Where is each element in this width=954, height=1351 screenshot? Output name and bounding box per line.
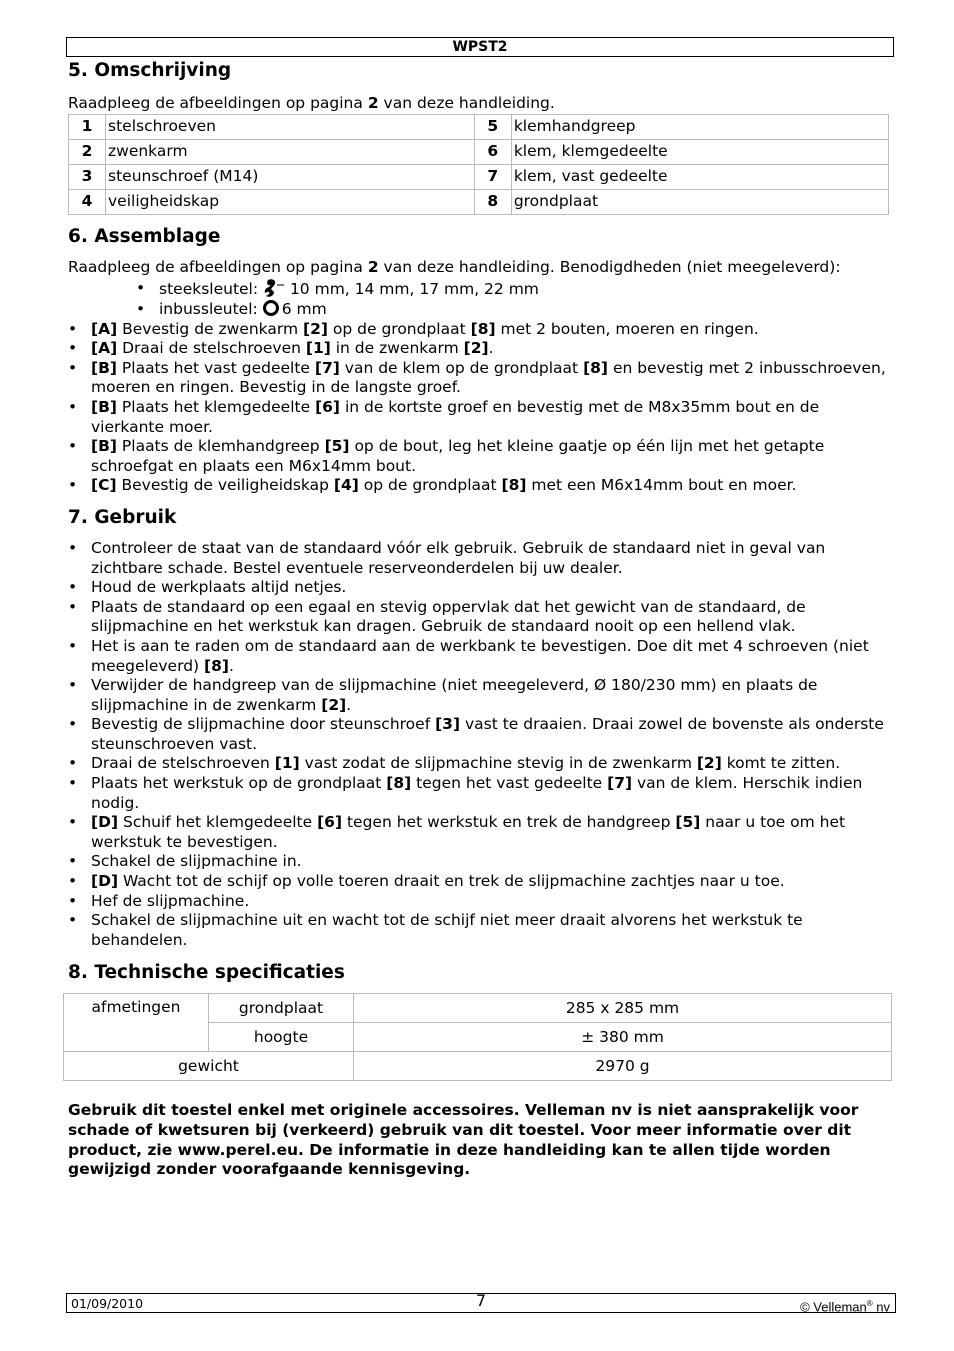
bold-ref: [4] (333, 476, 359, 495)
part-label: klem, vast gedeelte (511, 165, 888, 190)
text-run: Schakel de slijpmachine in. (91, 852, 302, 871)
text-run: Bevestig de veiligheidskap (116, 476, 334, 495)
section-8-title: 8. Technische specificaties (68, 962, 345, 984)
bold-ref: [2] (303, 319, 328, 338)
table-row (69, 165, 889, 190)
usage-item (68, 892, 890, 912)
part-number: 8 (474, 190, 511, 215)
assembly-step (68, 339, 890, 359)
text-run: . (346, 695, 352, 714)
usage-item (68, 637, 890, 676)
usage-item (68, 813, 890, 852)
usage-item (68, 911, 890, 950)
footer-copyright: © Velleman® nv (800, 1299, 890, 1315)
assembly-step (68, 398, 890, 437)
bold-ref: [8] (204, 656, 229, 675)
table-row (69, 140, 889, 165)
bold-ref: [D] (91, 872, 119, 891)
bold-ref: [5] (675, 813, 701, 832)
table-row (69, 190, 889, 215)
page-content (68, 58, 890, 986)
text-run: in de zwenkarm (330, 339, 464, 358)
spec-sub-label: hoogte (209, 1023, 354, 1052)
spec-value: ± 380 mm (354, 1023, 892, 1052)
part-number: 5 (474, 115, 511, 140)
assembly-step (68, 320, 890, 340)
model-code: WPST2 (452, 39, 508, 55)
text-run: Hef de slijpmachine. (91, 891, 250, 910)
usage-item (68, 539, 890, 578)
bold-ref: [A] (91, 339, 118, 358)
text-run: van deze handleiding. Benodigdheden (niet meegeleverd): (378, 258, 841, 276)
part-number: 4 (69, 190, 106, 215)
open-spanner-icon (263, 278, 285, 298)
usage-item (68, 774, 890, 813)
usage-item (68, 754, 890, 774)
spec-table (63, 993, 892, 1081)
usage-item (68, 578, 890, 598)
text-run: Plaats het werkstuk op de grondplaat (91, 774, 387, 793)
bold-ref: [2] (463, 339, 489, 358)
bold-ref: [B] (91, 437, 117, 456)
text-run: Plaats het klemgedeelte (116, 397, 316, 416)
bold-ref: [6] (317, 813, 343, 832)
bold-ref: [7] (314, 358, 340, 377)
usage-item (68, 715, 890, 754)
bold-ref: [8] (583, 358, 609, 377)
text-run: Bevestig de slijpmachine door steunschroef (91, 715, 436, 734)
section-5-title: 5. Omschrijving (68, 60, 232, 81)
bold-ref: [5] (324, 437, 350, 456)
part-number: 3 (69, 165, 106, 190)
text-run: op de grondplaat (358, 476, 502, 495)
part-label: klem, klemgedeelte (511, 140, 888, 165)
part-label: steunschroef (M14) (106, 165, 475, 190)
text-run: naar u toe om het werkstuk te bevestigen. (91, 813, 846, 851)
text-run: Het is aan te raden om de standaard aan de werkbank te bevestigen. Doe dit met 4 schroeven (niet meegeleverd) (91, 636, 869, 675)
usage-list (68, 539, 890, 950)
text-run: Plaats de standaard op een egaal en stevig oppervlak dat het gewicht van de standaard, de slijpmachine en het werkstuk kan dragen. Gebruik de standaard nooit op een hellend vlak. (91, 597, 806, 636)
text-run: Draai de stelschroeven (91, 754, 275, 773)
spec-weight-value: 2970 g (354, 1052, 892, 1081)
assembly-steps (68, 320, 890, 496)
table-row (69, 115, 889, 140)
bold-ref: 2 (367, 258, 379, 276)
spec-weight-label: gewicht (64, 1052, 354, 1081)
bold-ref: [1] (305, 339, 331, 358)
bold-ref: 2 (367, 94, 379, 112)
part-number: 1 (69, 115, 106, 140)
text-run: . (228, 656, 234, 675)
bold-ref: [2] (696, 754, 722, 773)
text-run: van de klem. Herschik indien nodig. (91, 774, 863, 812)
bold-ref: [B] (91, 397, 117, 416)
text-run: . (488, 339, 494, 358)
tool-spanner: • steeksleutel: 10 mm, 14 mm, 17 mm, 22 mm (136, 278, 890, 300)
bold-ref: [1] (274, 754, 300, 773)
bold-ref: [B] (91, 358, 117, 377)
part-label: veiligheidskap (106, 190, 475, 215)
usage-item (68, 852, 890, 872)
text-run: en bevestig met 2 inbusschroeven, moeren en ringen. Bevestig in de langste groef. (91, 358, 886, 397)
usage-item (68, 676, 890, 715)
text-run: Houd de werkplaats altijd netjes. (91, 578, 347, 597)
footer-date: 01/09/2010 (71, 1296, 144, 1311)
text-run: in de kortste groef en bevestig met de M8x35mm bout en de vierkante moer. (91, 397, 820, 436)
part-number: 2 (69, 140, 106, 165)
tools-list (68, 278, 890, 320)
text-run: met een M6x14mm bout en moer. (526, 476, 797, 495)
bold-ref: [D] (91, 813, 119, 832)
usage-item (68, 872, 890, 892)
section-6-title: 6. Assemblage (68, 226, 221, 247)
text-run: vast zodat de slijpmachine stevig in de zwenkarm (299, 754, 697, 773)
text-run: tegen het werkstuk en trek de handgreep (342, 813, 676, 832)
text-run: Schakel de slijpmachine uit en wacht tot de schijf niet meer draait alvorens het werkstuk te behandelen. (91, 911, 803, 949)
bold-ref: [8] (501, 476, 527, 495)
disclaimer-note: Gebruik dit toestel enkel met originele accessoires. Velleman nv is niet aansprakelijk voor schade of kwetsuren bij (verkeerd) gebruik van dit toestel. Voor meer informatie over dit product, zie www.perel.eu. De informatie in deze handleiding kan te allen tijde worden gewijzigd zonder voorafgaande kennisgeving. (68, 1101, 859, 1179)
text-run: Verwijder de handgreep van de slijpmachine (niet meegeleverd, Ø 180/230 mm) en plaats de slijpmachine in de zwenkarm (91, 676, 818, 714)
spec-row (64, 1052, 892, 1081)
text-run: Controleer de staat van de standaard vóór elk gebruik. Gebruik de standaard niet in geval van zichtbare schade. Bestel eventuele reserveonderdelen bij uw dealer. (91, 538, 826, 577)
usage-item (68, 598, 890, 637)
assembly-step (68, 359, 890, 398)
tool-allen-key: • inbussleutel: 6 mm (136, 300, 890, 320)
allen-key-icon (263, 300, 279, 316)
spec-row (64, 994, 892, 1023)
part-label: klemhandgreep (511, 115, 888, 140)
document-header (66, 37, 894, 57)
bold-ref: [6] (315, 397, 341, 416)
part-label: stelschroeven (106, 115, 475, 140)
text-run: Plaats de klemhandgreep (116, 437, 325, 456)
section-6-intro (68, 257, 890, 278)
text-run: Bevestig de zwenkarm (117, 319, 304, 338)
text-run: op de bout, leg het kleine gaatje op één lijn met het getapte schroefgat en plaats een M6x14mm bout. (91, 437, 825, 475)
assembly-step (68, 476, 890, 496)
text-run: vast te draaien. Draai zowel de bovenste als onderste steunschroeven vast. (91, 715, 884, 753)
document-footer (66, 1293, 896, 1313)
text-run: Schuif het klemgedeelte (118, 813, 318, 832)
section-7-title: 7. Gebruik (68, 506, 177, 528)
part-label: grondplaat (511, 190, 888, 215)
page-number: 7 (475, 1291, 487, 1310)
bold-ref: [2] (321, 695, 347, 714)
spec-dimensions-label: afmetingen (64, 994, 209, 1052)
text-run: Plaats het vast gedeelte (116, 358, 315, 377)
text-run: met 2 bouten, moeren en ringen. (495, 319, 759, 338)
text-run: Draai de stelschroeven (117, 339, 306, 358)
spec-sub-label: grondplaat (209, 994, 354, 1023)
text-run: Raadpleeg de afbeeldingen op pagina (68, 94, 368, 112)
bold-ref: [8] (470, 319, 496, 338)
bold-ref: [C] (91, 476, 117, 495)
part-number: 7 (474, 165, 511, 190)
text-run: komt te zitten. (721, 754, 841, 773)
section-5-intro (68, 93, 890, 114)
bold-ref: [8] (386, 774, 412, 793)
text-run: Raadpleeg de afbeeldingen op pagina (68, 258, 368, 276)
spec-value: 285 x 285 mm (354, 994, 892, 1023)
part-number: 6 (474, 140, 511, 165)
text-run: tegen het vast gedeelte (411, 774, 608, 793)
text-run: van deze handleiding. (378, 94, 555, 112)
assembly-step (68, 437, 890, 476)
parts-table (68, 114, 889, 215)
text-run: Wacht tot de schijf op volle toeren draait en trek de slijpmachine zachtjes naar u toe. (118, 872, 785, 891)
text-run: op de grondplaat (327, 319, 471, 338)
bold-ref: [7] (607, 774, 633, 793)
bold-ref: [A] (91, 319, 118, 338)
part-label: zwenkarm (106, 140, 475, 165)
text-run: van de klem op de grondplaat (339, 358, 584, 377)
bold-ref: [3] (435, 715, 461, 734)
